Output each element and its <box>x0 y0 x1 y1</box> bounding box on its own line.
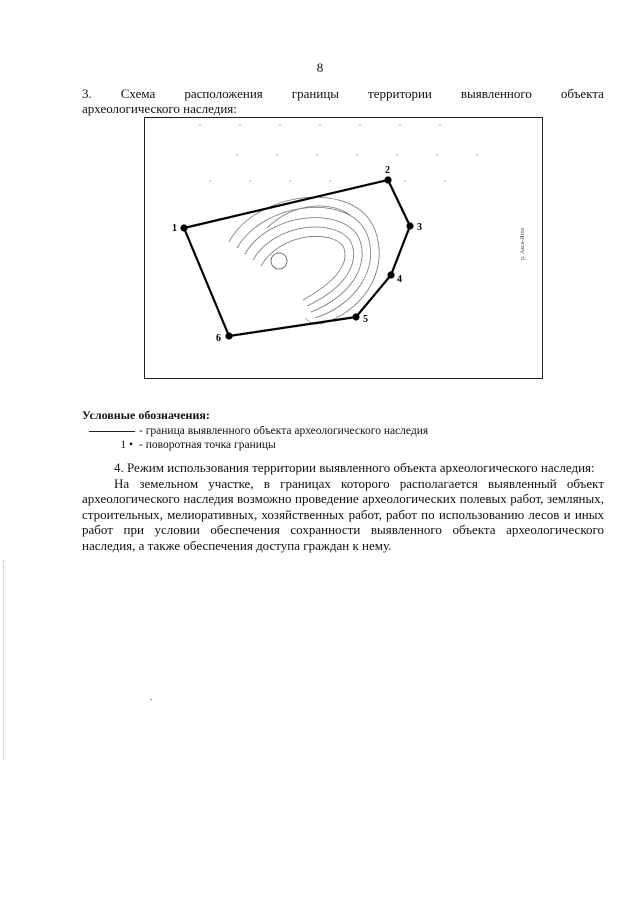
boundary-polygon <box>184 180 410 336</box>
map-drawing <box>145 118 544 380</box>
section-3-word: расположения <box>184 86 263 101</box>
point-label-1: 1 <box>172 223 177 234</box>
point-label-6: 6 <box>216 333 221 344</box>
section-3-word: выявленного <box>460 86 532 101</box>
point-label-4: 4 <box>397 274 402 285</box>
section-3-word: территории <box>368 86 432 101</box>
legend-point-label: - поворотная точка границы <box>139 439 276 451</box>
section-4-heading: 4. Режим использования территории выявленного объекта археологического наследия: <box>114 460 595 475</box>
point-label-3: 3 <box>417 222 422 233</box>
map-contours <box>229 197 379 324</box>
section-3-word: объекта <box>560 86 604 101</box>
section-3-line-2: археологического наследия: <box>82 101 237 116</box>
turning-point-4 <box>387 271 394 278</box>
legend-row-boundary <box>82 424 602 438</box>
turning-point-6 <box>225 332 232 339</box>
legend-boundary-label: - граница выявленного объекта археологического наследия <box>139 425 429 437</box>
legend-title: Условные обозначения: <box>82 408 210 422</box>
point-label-5: 5 <box>363 314 368 325</box>
turning-point-3 <box>406 222 413 229</box>
legend-row-point <box>82 438 602 452</box>
scan-margin-artifact <box>3 560 5 760</box>
section-3-word: границы <box>291 86 340 101</box>
section-4 <box>82 460 604 553</box>
boundary-map <box>144 117 543 379</box>
turning-point-5 <box>352 313 359 320</box>
legend-point-symbol: 1 • <box>120 439 133 451</box>
river-label: р. Акса-Ягоз <box>520 227 526 260</box>
page-number: 8 <box>316 60 324 75</box>
section-3-number: 3. <box>82 86 92 101</box>
scan-speck <box>150 699 152 700</box>
section-3-line-1 <box>82 86 604 101</box>
turning-point-2 <box>384 176 391 183</box>
boundary-line-symbol <box>89 431 135 432</box>
section-3-word: Схема <box>120 86 156 101</box>
legend <box>82 408 602 452</box>
section-4-body: На земельном участке, в границах которого располагается выявленный объект археологического наследия возможно проведение археологических полевых работ, земляных, строительных, мелиоративных, хозяйственных работ, работ по использованию лесов и иных работ при условии обеспечения сохранности выявленного объекта археологического наследия, а также обеспечения доступа граждан к нему. <box>82 475 604 553</box>
section-3-heading <box>82 86 604 116</box>
point-label-2: 2 <box>385 165 390 176</box>
map-grid-dots <box>199 124 477 181</box>
turning-point-1 <box>180 224 187 231</box>
